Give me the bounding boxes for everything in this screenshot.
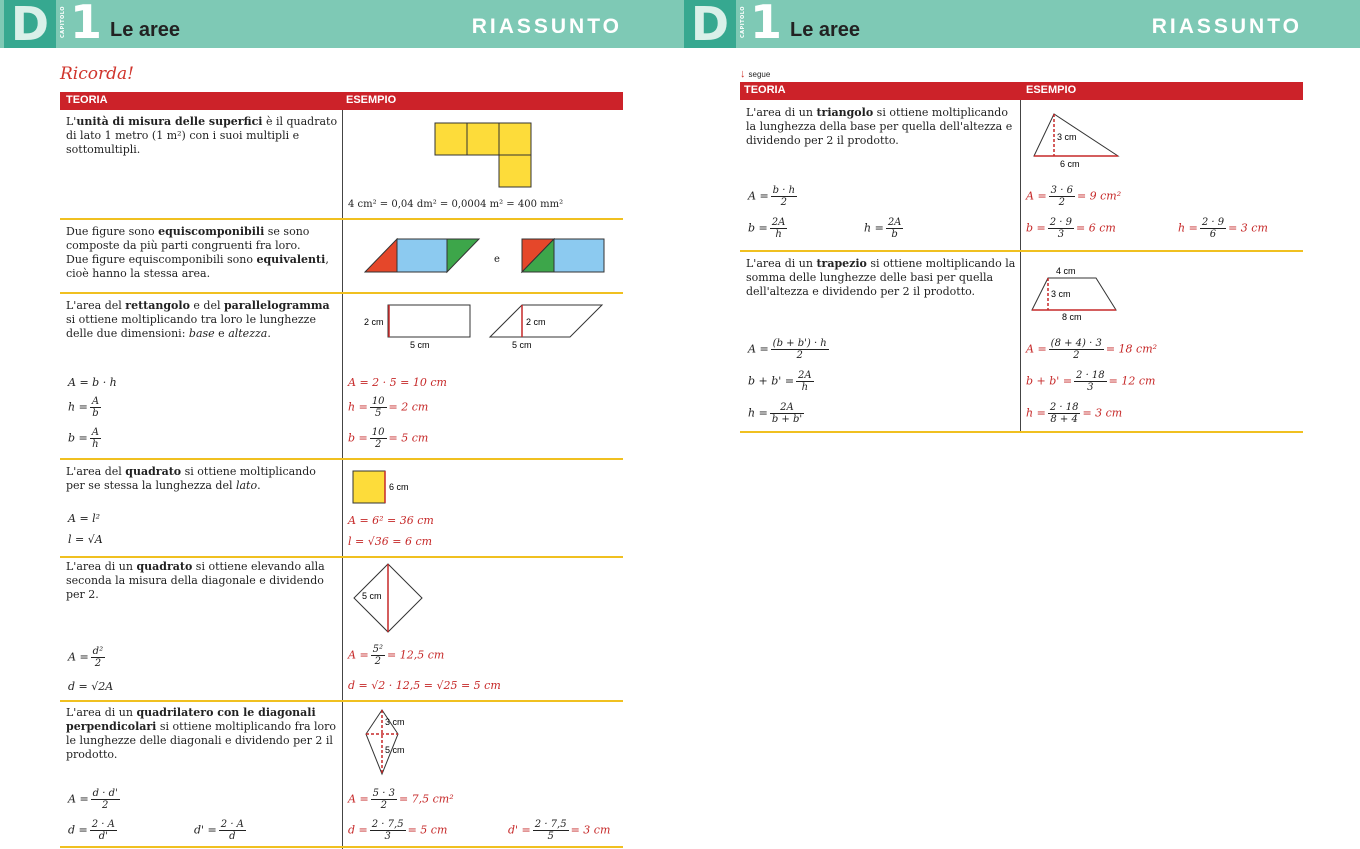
para-height-label: 2 cm — [526, 317, 546, 327]
diagonal-label: 5 cm — [362, 591, 382, 601]
row-diagonale-text: L'area di un quadrato si ottiene elevando alla seconda la misura della diagonale e dividendo per 2. — [66, 560, 325, 601]
formula-area-quadrilatero: A = $\frac{d \cdot d'}{2}$ — [68, 788, 118, 811]
kite-diag2-label: 5 cm — [385, 745, 405, 755]
formula-b-rettangolo: b = $\frac{A}{h}$ — [68, 427, 99, 450]
row-triangolo-text: L'area di un triangolo si ottiene moltiplicando la lunghezza della base per quella dell'altezza e dividendo per 2 il prodotto. — [746, 106, 1013, 147]
example-area-quadrato: A = 6² = 36 cm — [348, 514, 434, 527]
esempio-header: ESEMPIO — [1026, 84, 1077, 96]
formula-lato-quadrato: l = √A — [68, 533, 103, 546]
row-rettangolo-text: L'area del rettangolo e del parallelogramma si ottiene moltiplicando tra loro le lunghezze delle due dimensioni: base e altezza. — [66, 299, 330, 340]
chapter-title: Le aree — [790, 19, 861, 41]
arrow-down-icon: ↓ — [740, 68, 746, 80]
row-quadrato-text: L'area del quadrato si ottiene moltiplicando per se stessa la lunghezza del lato. — [66, 465, 316, 492]
chapter-header — [0, 0, 680, 51]
example-basi-trapezio: b + b' = $\frac{2 \cdot 18}{3}$ = 12 cm — [1026, 370, 1156, 393]
right-page — [680, 0, 1360, 849]
teoria-header: TEORIA — [744, 84, 786, 96]
triangle-figure — [1032, 112, 1122, 170]
chapter-title: Le aree — [110, 19, 181, 41]
row-divider — [60, 218, 623, 220]
formula-diagonale: d = √2A — [68, 680, 114, 693]
column-divider — [342, 110, 343, 849]
row-quadrilatero-text: L'area di un quadrilatero con le diagonali perpendicolari si ottiene moltiplicando fra loro le lunghezze delle diagonali e dividendo per 2 il prodotto. — [66, 706, 337, 761]
example-b-triangolo: b = $\frac{2 \cdot 9}{3}$ = 6 cm — [1026, 217, 1116, 240]
row-unita-text: L'unità di misura delle superfici è il quadrato di lato 1 metro (1 m²) con i suoi multipli e sottomultipli. — [66, 115, 338, 156]
esempio-header: ESEMPIO — [346, 94, 397, 106]
kite-diag1-label: 3 cm — [385, 717, 405, 727]
unit-conversion-example: 4 cm² = 0,04 dm² = 0,0004 m² = 400 mm² — [348, 199, 564, 210]
row-divider — [60, 556, 623, 558]
formula-h-rettangolo: h = $\frac{A}{b}$ — [68, 396, 100, 419]
chapter-number: 1 — [70, 0, 103, 49]
row-divider — [60, 292, 623, 294]
example-lato-quadrato: l = √36 = 6 cm — [348, 535, 433, 548]
section-title: RIASSUNTO — [471, 15, 622, 38]
square-side-label: 6 cm — [389, 482, 409, 492]
formula-area-triangolo: A = $\frac{b \cdot h}{2}$ — [748, 185, 796, 208]
example-area-triangolo: A = $\frac{3 \cdot 6}{2}$ = 9 cm² — [1026, 185, 1122, 208]
chapter-label: CAPITOLO — [60, 6, 66, 38]
formula-area-diagonale: A = $\frac{\text{d²}}{2}$ — [68, 646, 104, 669]
rect-height-label: 2 cm — [364, 317, 384, 327]
example-diagonale: d = √2 · 12,5 = √25 = 5 cm — [348, 679, 501, 692]
formula-b-triangolo: b = $\frac{2A}{h}$ — [748, 217, 786, 240]
example-d-quadrilatero: d = $\frac{2 \cdot 7,5}{3}$ = 5 cm — [348, 819, 448, 842]
example-h-trapezio: h = $\frac{2 \cdot 18}{8 + 4}$ = 3 cm — [1026, 402, 1123, 425]
formula-area-rettangolo: A = b · h — [68, 376, 117, 389]
formula-d-quadrilatero: d = $\frac{2 \cdot A}{d'}$ — [68, 819, 115, 842]
column-divider — [1020, 100, 1021, 432]
trapezoid-top-label: 4 cm — [1056, 266, 1076, 276]
chapter-label: CAPITOLO — [740, 6, 746, 38]
example-h-triangolo: h = $\frac{2 \cdot 9}{6}$ = 3 cm — [1178, 217, 1268, 240]
trapezoid-base-label: 8 cm — [1062, 312, 1082, 322]
section-letter: D — [4, 0, 56, 48]
example-b-rettangolo: b = $\frac{10}{2}$ = 5 cm — [348, 427, 429, 450]
rectangle-parallelogram-figure — [362, 303, 612, 351]
teoria-header: TEORIA — [66, 94, 108, 106]
table-header — [740, 82, 1303, 100]
formula-dprime-quadrilatero: d' = $\frac{2 \cdot A}{d}$ — [194, 819, 244, 842]
chapter-header — [680, 0, 1360, 51]
example-area-trapezio: A = $\frac{(8 + 4) \cdot 3}{2}$ = 18 cm² — [1026, 338, 1158, 361]
example-area-diagonale: A = $\frac{\text{5²}}{2}$ = 12,5 cm — [348, 644, 445, 667]
section-title: RIASSUNTO — [1151, 15, 1302, 38]
example-area-quadrilatero: A = $\frac{5 \cdot 3}{2}$ = 7,5 cm² — [348, 788, 454, 811]
example-dprime-quadrilatero: d' = $\frac{2 \cdot 7,5}{5}$ = 3 cm — [508, 819, 611, 842]
equiscomponibili-figure — [364, 238, 614, 274]
para-base-label: 5 cm — [512, 340, 532, 350]
squares-figure — [434, 122, 534, 188]
trapezoid-figure — [1030, 265, 1120, 323]
section-letter: D — [684, 0, 736, 48]
row-divider — [60, 458, 623, 460]
row-trapezio-text: L'area di un trapezio si ottiene moltiplicando la somma delle lunghezze delle basi per quella dell'altezza e dividendo per 2 il prodotto. — [746, 257, 1016, 298]
example-area-rettangolo: A = 2 · 5 = 10 cm — [348, 376, 447, 389]
formula-area-trapezio: A = $\frac{(b + b') \cdot h}{2}$ — [748, 338, 827, 361]
ricorda-heading: Ricorda! — [60, 64, 134, 84]
row-divider — [60, 700, 623, 702]
kite-figure — [364, 708, 420, 778]
chapter-number: 1 — [750, 0, 783, 49]
formula-basi-trapezio: b + b' = $\frac{2A}{h}$ — [748, 370, 812, 393]
formula-h-trapezio: h = $\frac{2A}{b + b'}$ — [748, 402, 803, 425]
square-figure — [352, 470, 422, 504]
segue-label: ↓ segue — [740, 68, 771, 80]
row-divider — [60, 846, 623, 848]
triangle-base-label: 6 cm — [1060, 159, 1080, 169]
formula-area-quadrato: A = l² — [68, 512, 101, 525]
triangle-height-label: 3 cm — [1057, 132, 1077, 142]
row-equiscomponibili-text: Due figure sono equiscomponibili se sono composte da più parti congruenti fra loro. Due figure equiscomponibili sono equivalenti, cioè hanno la stessa area. — [66, 225, 329, 280]
formula-h-triangolo: h = $\frac{2A}{b}$ — [864, 217, 902, 240]
row-divider — [740, 431, 1303, 433]
table-header — [60, 92, 623, 110]
row-divider — [740, 250, 1303, 252]
rect-base-label: 5 cm — [410, 340, 430, 350]
conjunction-e: e — [494, 254, 500, 265]
rhombus-square-figure — [352, 562, 426, 636]
example-h-rettangolo: h = $\frac{10}{5}$ = 2 cm — [348, 396, 429, 419]
trapezoid-height-label: 3 cm — [1051, 289, 1071, 299]
